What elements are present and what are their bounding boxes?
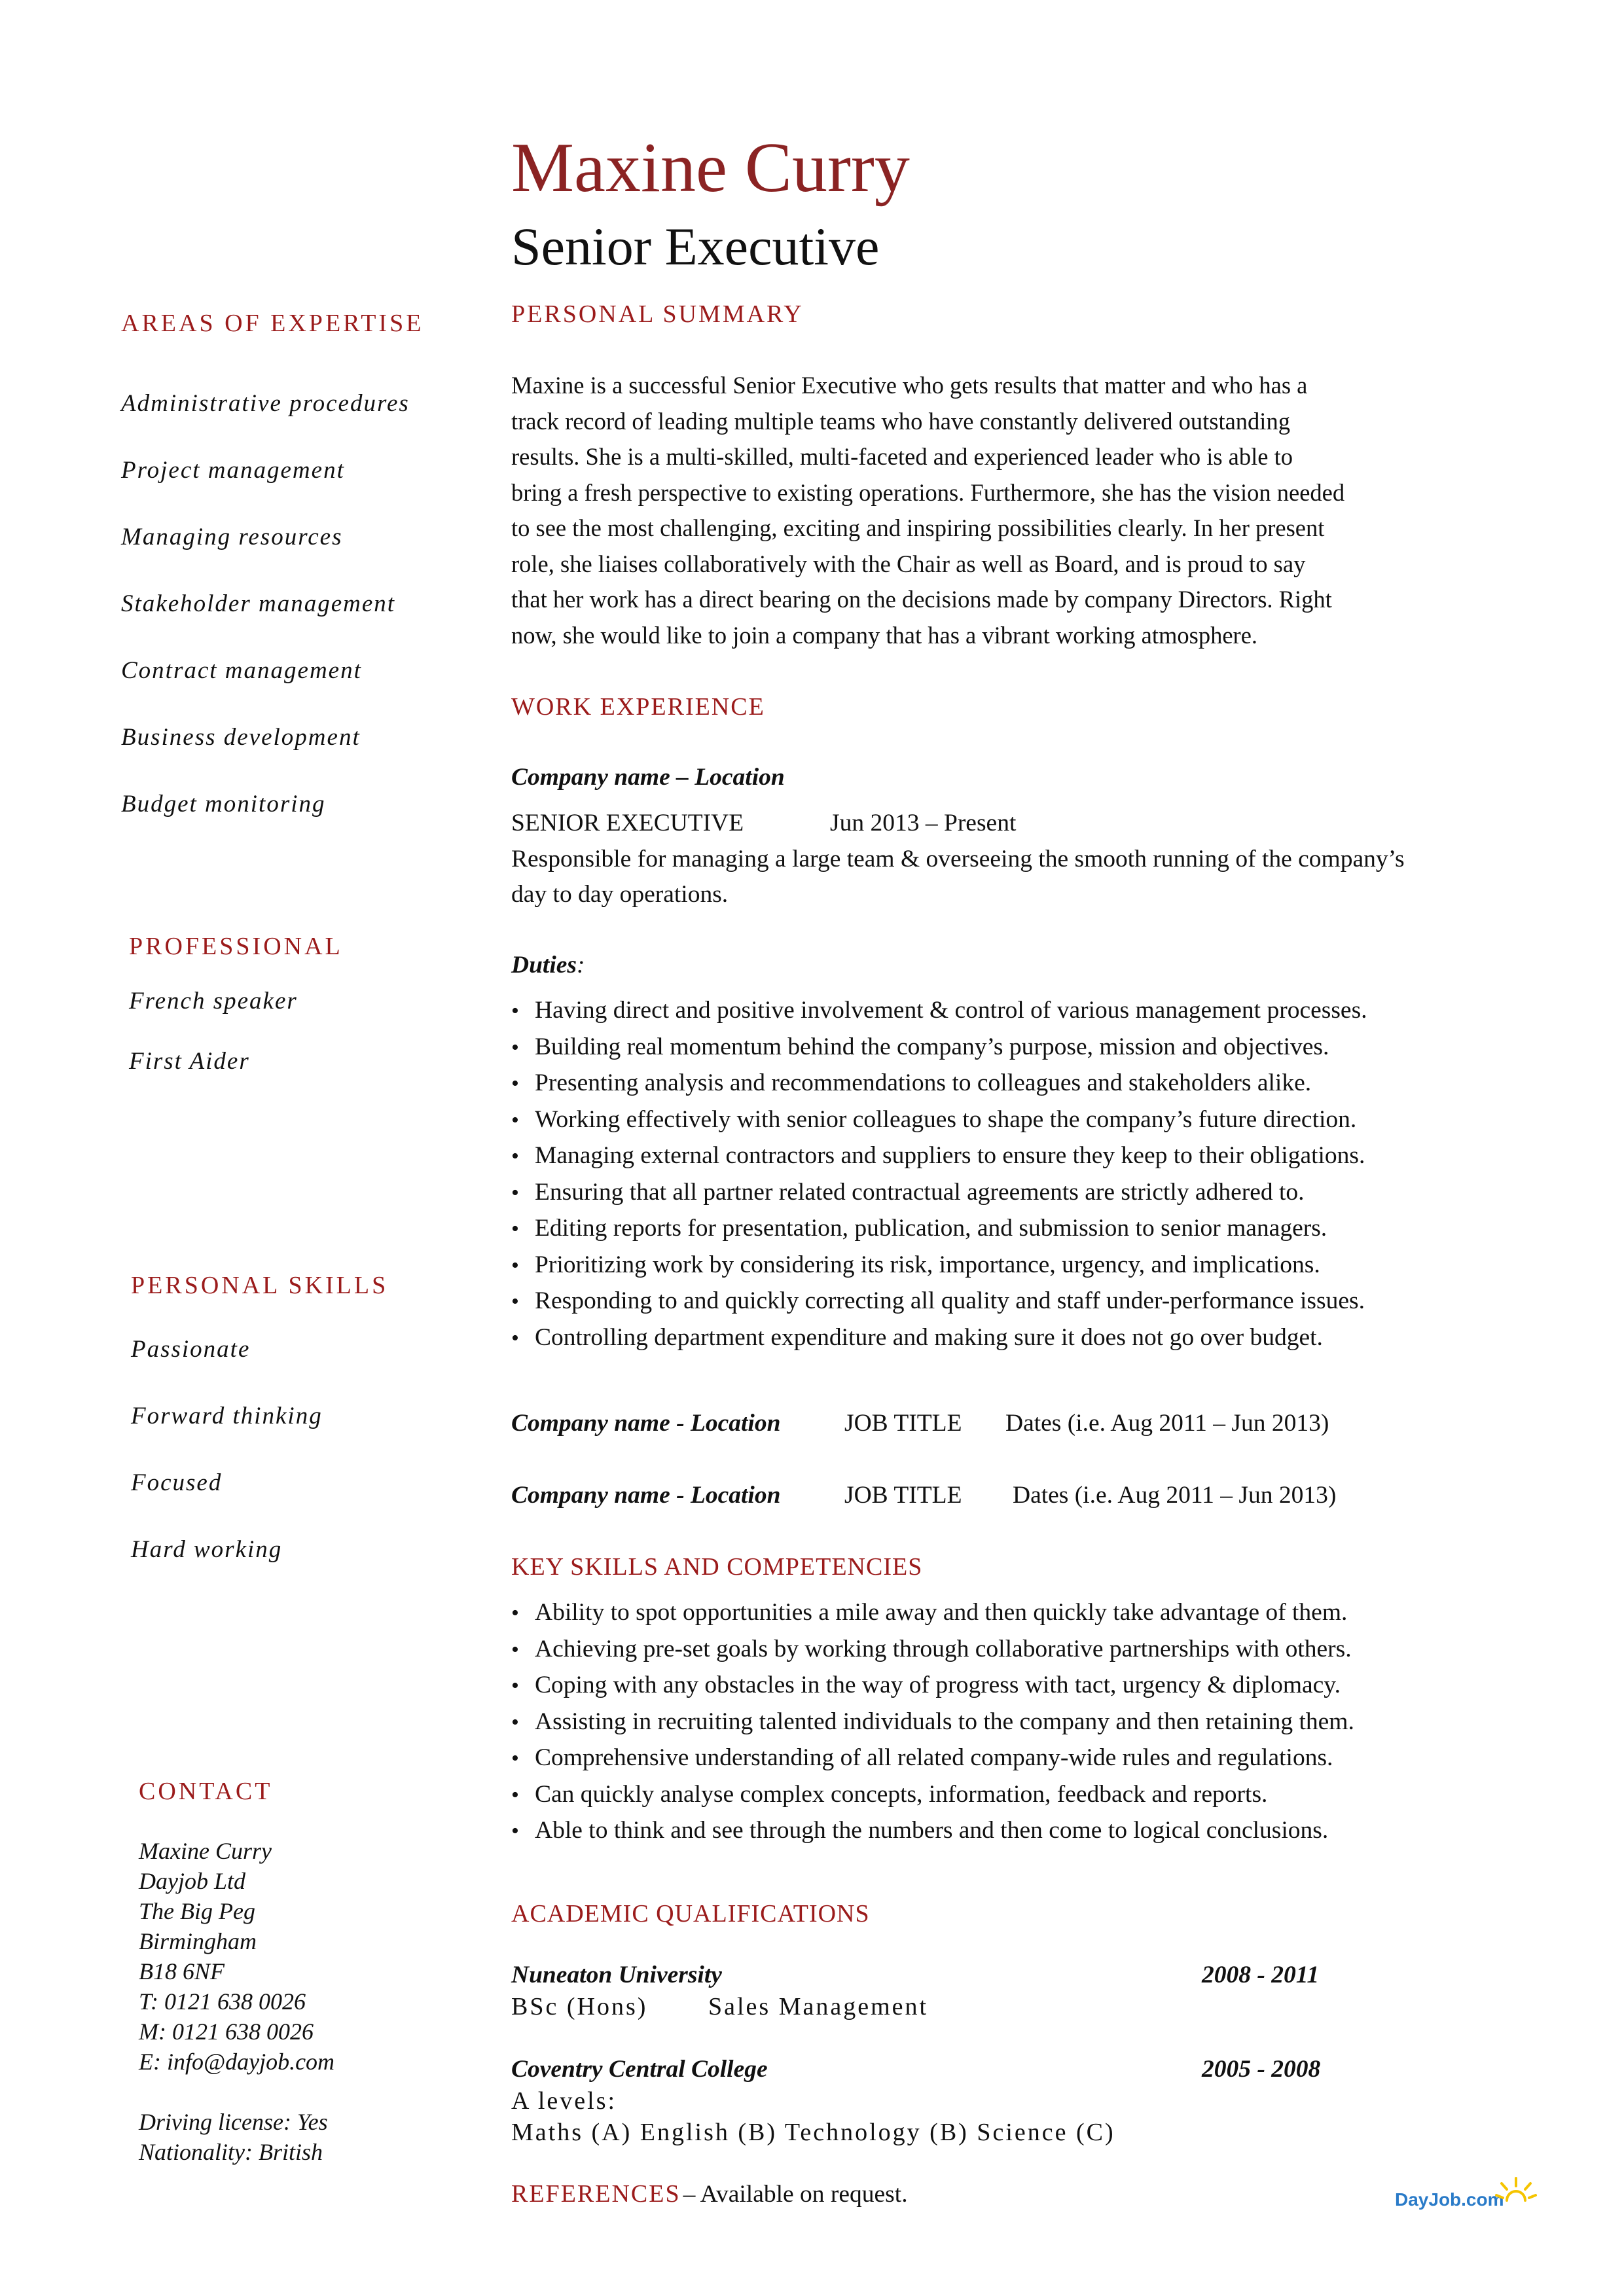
personal-skill-item: Hard working [131,1536,283,1563]
academic-heading: ACADEMIC QUALIFICATIONS [511,1900,870,1928]
duty-item: • Editing reports for presentation, publication, and submission to senior managers. [511,1211,1367,1247]
duty-item: • Ensuring that all partner related contractual agreements are strictly adhered to. [511,1175,1367,1211]
professional-item: French speaker [129,988,298,1014]
key-skill-item: • Able to think and see through the numbers and then come to logical conclusions. [511,1813,1354,1850]
summary-line: track record of leading multiple teams who have constantly delivered outstanding [511,407,1290,435]
contact-company: Dayjob Ltd [139,1868,246,1894]
degree: BSc (Hons) [511,1993,648,2020]
key-skill-item: • Ability to spot opportunities a mile away and then quickly take advantage of them. [511,1595,1354,1632]
duties-label-colon: : [577,952,585,978]
key-skills-list [511,1595,1354,1850]
job-company: Company name – Location [511,764,785,791]
candidate-name: Maxine Curry [511,129,910,207]
job-title: SENIOR EXECUTIVE [511,810,744,836]
expertise-heading: AREAS OF EXPERTISE [121,310,424,337]
other-job-company: Company name - Location [511,1482,781,1509]
personal-skill-item: Forward thinking [131,1403,323,1429]
other-job-dates: Dates (i.e. Aug 2011 – Jun 2013) [1005,1410,1329,1437]
duty-item: • Working effectively with senior colleagues to shape the company’s future direction. [511,1102,1367,1139]
contact-postcode: B18 6NF [139,1958,225,1984]
summary-line: that her work has a direct bearing on the decisions made by company Directors. Right [511,586,1332,613]
expertise-item: Project management [121,457,345,484]
work-experience-heading: WORK EXPERIENCE [511,693,765,721]
job-description: Responsible for managing a large team & overseeing the smooth running of the company’s [511,846,1405,872]
school-name: Coventry Central College [511,2056,768,2083]
contact-mobile: M: 0121 638 0026 [139,2018,314,2045]
references-text: – Available on request. [683,2181,908,2208]
professional-heading: PROFESSIONAL [129,933,343,960]
school-name: Nuneaton University [511,1962,722,1988]
contact-email[interactable]: E: info@dayjob.com [139,2049,335,2075]
duty-item: • Managing external contractors and suppliers to ensure they keep to their obligations. [511,1138,1367,1175]
duty-item: • Having direct and positive involvement & control of various management processes. [511,993,1367,1030]
expertise-item: Contract management [121,657,362,684]
contact-heading: CONTACT [139,1778,273,1805]
other-job-dates: Dates (i.e. Aug 2011 – Jun 2013) [1013,1482,1337,1509]
duties-label-text: Duties [511,952,577,978]
candidate-title: Senior Executive [511,217,880,276]
job-description: day to day operations. [511,881,729,908]
summary-line: Maxine is a successful Senior Executive who gets results that matter and who has a [511,372,1308,399]
summary-line: results. She is a multi-skilled, multi-faceted and experienced leader who is able to [511,443,1293,470]
degree-subject: Maths (A) English (B) Technology (B) Science (C) [511,2119,1115,2146]
summary-line: to see the most challenging, exciting and inspiring possibilities clearly. In her present [511,514,1325,541]
other-job-title: JOB TITLE [844,1482,962,1509]
driving-license: Driving license: Yes [139,2109,328,2135]
key-skill-item: • Can quickly analyse complex concepts, information, feedback and reports. [511,1777,1354,1814]
degree: A levels: [511,2087,617,2115]
personal-skill-item: Focused [131,1469,223,1496]
references-heading: REFERENCES [511,2180,681,2208]
key-skills-heading: KEY SKILLS AND COMPETENCIES [511,1553,923,1581]
job-dates: Jun 2013 – Present [830,810,1017,836]
key-skill-item: • Assisting in recruiting talented individuals to the company and then retaining them. [511,1704,1354,1741]
contact-telephone: T: 0121 638 0026 [139,1988,306,2015]
key-skill-item: • Achieving pre-set goals by working through collaborative partnerships with others. [511,1632,1354,1668]
expertise-item: Budget monitoring [121,791,326,817]
duties-label [511,951,585,979]
duties-list [511,993,1367,1356]
other-job-company: Company name - Location [511,1410,781,1437]
sun-logo-icon [1494,2173,1540,2212]
key-skill-item: • Coping with any obstacles in the way of progress with tact, urgency & diplomacy. [511,1668,1354,1704]
duty-item: • Building real momentum behind the company’s purpose, mission and objectives. [511,1030,1367,1066]
expertise-item: Business development [121,724,361,751]
references [511,2179,908,2208]
duty-item: • Presenting analysis and recommendations to colleagues and stakeholders alike. [511,1066,1367,1102]
duty-item: • Prioritizing work by considering its risk, importance, urgency, and implications. [511,1247,1367,1284]
expertise-item: Managing resources [121,524,343,550]
school-years: 2005 - 2008 [1202,2056,1321,2083]
contact-city: Birmingham [139,1928,257,1954]
contact-address: The Big Peg [139,1898,255,1924]
expertise-item: Stakeholder management [121,590,396,617]
contact-block [139,1836,334,2167]
nationality: Nationality: British [139,2139,323,2165]
dayjob-logo-text: DayJob.com [1395,2189,1504,2210]
professional-item: First Aider [129,1048,250,1075]
summary-heading: PERSONAL SUMMARY [511,300,804,328]
school-years: 2008 - 2011 [1202,1962,1320,1988]
summary-line: now, she would like to join a company that has a vibrant working atmosphere. [511,621,1258,649]
contact-name: Maxine Curry [139,1838,272,1864]
degree-subject: Sales Management [708,1993,929,2020]
personal-skill-item: Passionate [131,1336,251,1363]
summary-line: bring a fresh perspective to existing operations. Furthermore, she has the vision needed [511,478,1345,506]
expertise-item: Administrative procedures [121,390,410,417]
key-skill-item: • Comprehensive understanding of all related company-wide rules and regulations. [511,1740,1354,1777]
summary-text [511,368,1487,653]
duty-item: • Responding to and quickly correcting all quality and staff under-performance issues. [511,1283,1367,1320]
personal-skills-heading: PERSONAL SKILLS [131,1272,389,1299]
duty-item: • Controlling department expenditure and making sure it does not go over budget. [511,1320,1367,1357]
summary-line: role, she liaises collaboratively with the Chair as well as Board, and is proud to say [511,550,1306,577]
other-job-title: JOB TITLE [844,1410,962,1437]
